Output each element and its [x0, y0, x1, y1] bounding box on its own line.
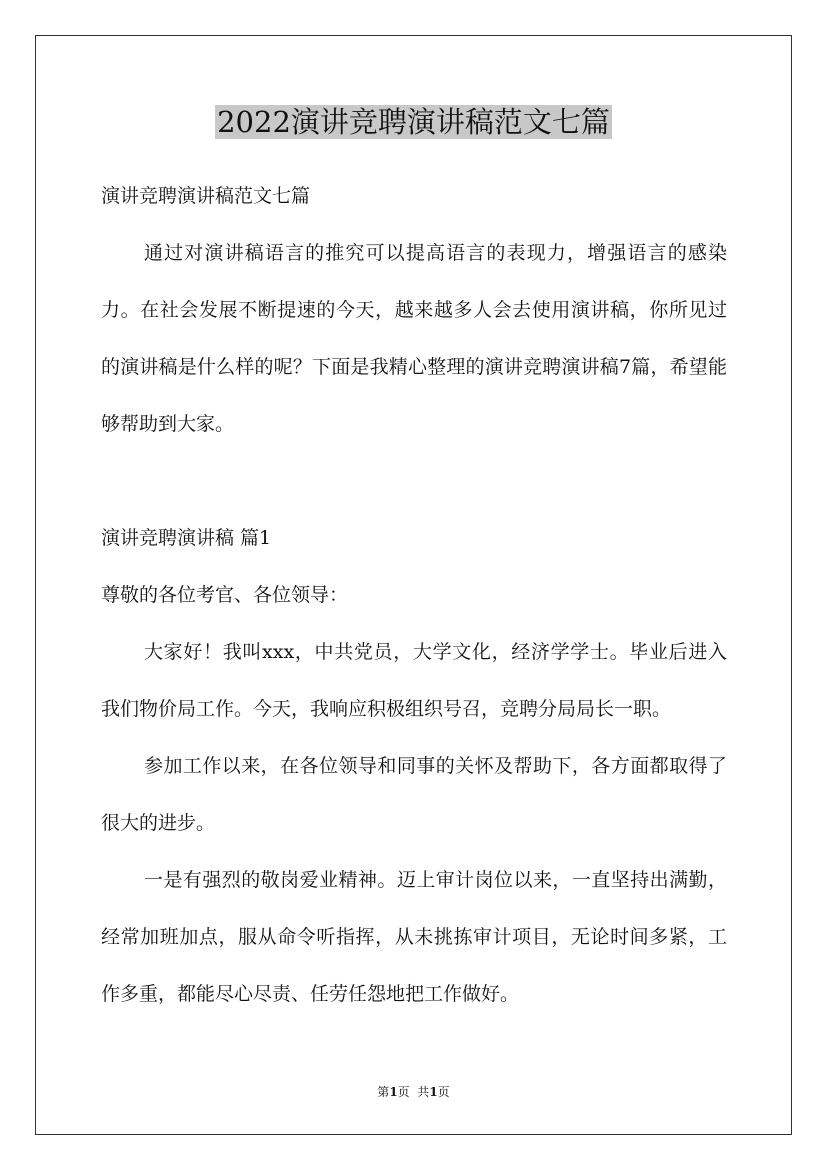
- section-heading: 演讲竞聘演讲稿 篇1: [101, 527, 272, 549]
- document-body: [101, 168, 727, 1023]
- page-footer: [0, 1084, 827, 1100]
- intro-paragraph: 通过对演讲稿语言的推究可以提高语言的表现力，增强语言的感染力。在社会发展不断提速的今天，越来越多人会去使用演讲稿，你所见过的演讲稿是什么样的呢？下面是我精心整理的演讲竞聘演讲稿7篇，希望能够帮助到大家。: [101, 242, 727, 435]
- document-title-text: 2022演讲竞聘演讲稿范文七篇: [217, 105, 610, 139]
- body-paragraph-1: 大家好！我叫xxx，中共党员，大学文化，经济学学士。毕业后进入我们物价局工作。今天，我响应积极组织号召，竞聘分局局长一职。: [101, 641, 727, 720]
- total-page-number: 1: [429, 1085, 438, 1099]
- paragraph-spacer: [101, 453, 727, 510]
- document-subtitle: 演讲竞聘演讲稿范文七篇: [101, 185, 311, 207]
- body-paragraph-3: 一是有强烈的敬岗爱业精神。迈上审计岗位以来，一直坚持出满勤，经常加班加点，服从命令听指挥，从未挑拣审计项目，无论时间多紧，工作多重，都能尽心尽责、任劳任怨地把工作做好。: [101, 869, 727, 1005]
- page-label-prefix: 第: [377, 1085, 390, 1099]
- document-title: [0, 100, 827, 144]
- current-page-number: 1: [389, 1085, 398, 1099]
- page-label-middle: 页 共: [397, 1085, 430, 1099]
- body-paragraph-2: 参加工作以来，在各位领导和同事的关怀及帮助下，各方面都取得了很大的进步。: [101, 755, 727, 834]
- page-label-suffix: 页: [437, 1085, 450, 1099]
- salutation: 尊敬的各位考官、各位领导：: [101, 584, 349, 606]
